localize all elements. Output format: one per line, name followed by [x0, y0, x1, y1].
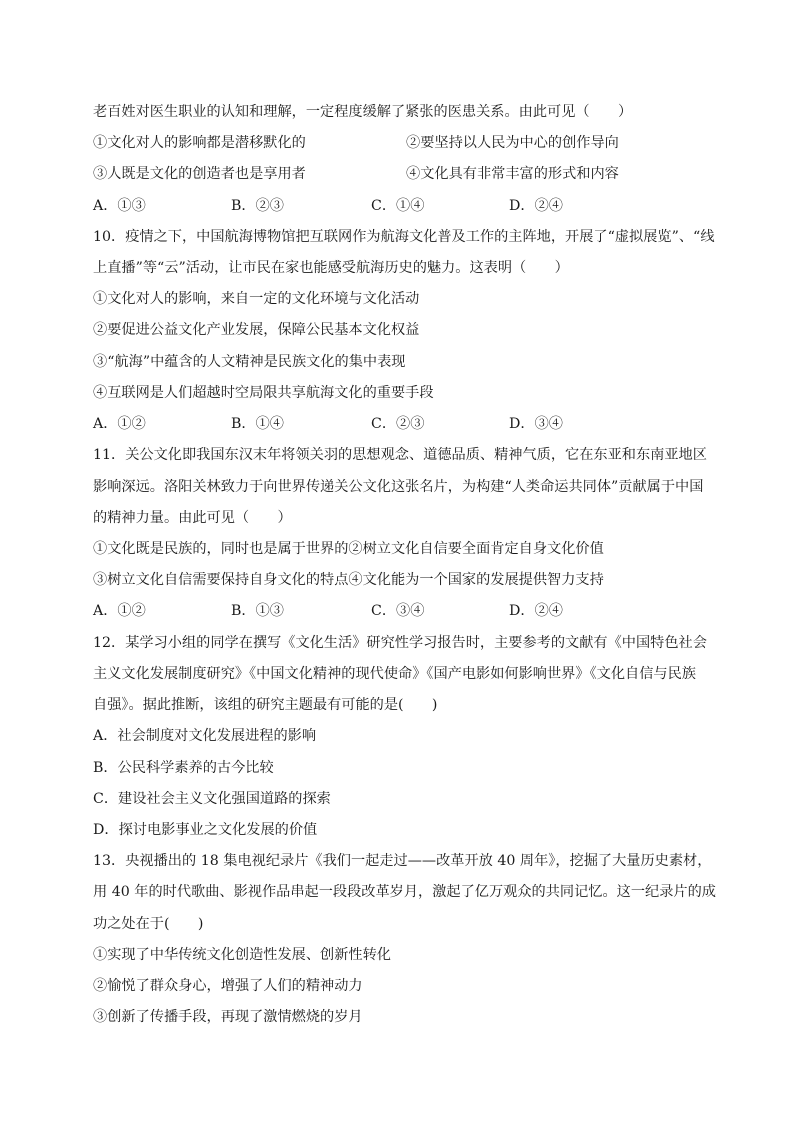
- q10-option-c: C．②③: [371, 416, 425, 432]
- q12-option-d: D．探讨电影事业之文化发展的价值: [93, 822, 318, 838]
- q12-option-c: C．建设社会主义文化强国道路的探索: [93, 791, 331, 807]
- q11-stem-line-3: 的精神力量。由此可见（ ）: [93, 510, 292, 526]
- q11-statements-3-4: ③树立文化自信需要保持自身文化的特点④文化能为一个国家的发展提供智力支持: [93, 572, 604, 588]
- q9-statement-2: ②要坚持以人民为中心的创作导向: [406, 135, 619, 151]
- q9-statements-row-2: [93, 164, 713, 184]
- q10-statement-3: ③“航海”中蕴含的人文精神是民族文化的集中表现: [93, 354, 406, 370]
- q9-statement-3: ③人既是文化的创造者也是享用者: [93, 166, 306, 182]
- q9-option-b: B．②③: [231, 198, 284, 214]
- q10-statement-4: ④互联网是人们超越时空局限共享航海文化的重要手段: [93, 385, 434, 401]
- q13-statement-1: ①实现了中华传统文化创造性发展、创新性转化: [93, 947, 391, 963]
- q13-stem-line-3: 功之处在于( ): [93, 916, 204, 932]
- q13-statement-3: ③创新了传播手段，再现了激情燃烧的岁月: [93, 1009, 363, 1025]
- q11-option-c: C．③④: [371, 603, 425, 619]
- q10-stem-line-2: 上直播”等“云”活动，让市民在家也能感受航海历史的魅力。这表明（ ）: [93, 260, 569, 276]
- q10-statement-1: ①文化对人的影响，来自一定的文化环境与文化活动: [93, 291, 420, 307]
- q10-option-a: A．①②: [93, 416, 146, 432]
- q11-stem-line-2: 影响深远。洛阳关林致力于向世界传递关公文化这张名片，为构建“人类命运共同体”贡献属于中国: [93, 479, 704, 495]
- q13-statement-2: ②愉悦了群众身心，增强了人们的精神动力: [93, 978, 363, 994]
- q10-statement-2: ②要促进公益文化产业发展，保障公民基本文化权益: [93, 322, 420, 338]
- q12-stem-line-1: 12．某学习小组的同学在撰写《文化生活》研究性学习报告时，主要参考的文献有《中国特色社会: [93, 635, 707, 651]
- q9-statement-4: ④文化具有非常丰富的形式和内容: [406, 166, 619, 182]
- q10-option-d: D．③④: [509, 416, 563, 432]
- q12-stem-line-3: 自强》。据此推断，该组的研究主题最有可能的是( ): [93, 697, 438, 713]
- q11-option-d: D．②④: [509, 603, 563, 619]
- q10-option-b: B．①④: [231, 416, 284, 432]
- q12-option-b: B．公民科学素养的古今比较: [93, 760, 274, 776]
- q9-statement-1: ①文化对人的影响都是潜移默化的: [93, 135, 306, 151]
- q13-stem-line-2: 用 40 年的时代歌曲、影视作品串起一段段改革岁月，激起了亿万观众的共同记忆。这一纪录片的成: [93, 884, 716, 900]
- q11-option-a: A．①②: [93, 603, 146, 619]
- q9-option-a: A．①③: [93, 198, 146, 214]
- q13-stem-line-1: 13．央视播出的 18 集电视纪录片《我们一起走过——改革开放 40 周年》，挖掘了大量历史素材，: [93, 853, 712, 869]
- q9-stem-end: 老百姓对医生职业的认知和理解，一定程度缓解了紧张的医患关系。由此可见（ ）: [93, 104, 633, 120]
- q11-options: [93, 601, 713, 621]
- q12-stem-line-2: 主义文化发展制度研究》《中国文化精神的现代使命》《国产电影如何影响世界》《文化自信与民族: [93, 666, 696, 682]
- q9-option-d: D．②④: [509, 198, 563, 214]
- q11-option-b: B．①③: [231, 603, 284, 619]
- q12-option-a: A．社会制度对文化发展进程的影响: [93, 728, 317, 744]
- q9-option-c: C．①④: [371, 198, 425, 214]
- q10-options: [93, 414, 713, 434]
- q11-stem-line-1: 11．关公文化即我国东汉末年将领关羽的思想观念、道德品质、精神气质，它在东亚和东南亚地区: [93, 447, 707, 463]
- q9-statements-row-1: [93, 133, 713, 153]
- q9-options: [93, 196, 713, 216]
- q11-statements-1-2: ①文化既是民族的，同时也是属于世界的②树立文化自信要全面肯定自身文化价值: [93, 541, 604, 557]
- q10-stem-line-1: 10．疫情之下，中国航海博物馆把互联网作为航海文化普及工作的主阵地，开展了“虚拟展览”、“线: [93, 229, 715, 245]
